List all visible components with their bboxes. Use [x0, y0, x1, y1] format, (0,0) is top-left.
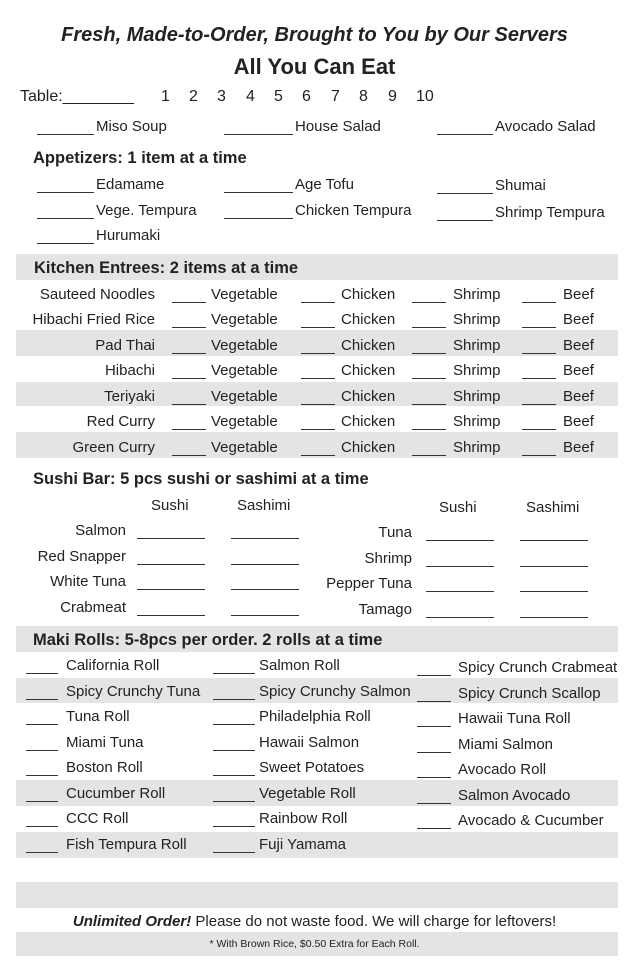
- roll-blank[interactable]: [417, 777, 451, 778]
- write-in-blank[interactable]: [37, 192, 94, 193]
- kitchen-dish: Hibachi: [104, 362, 155, 379]
- sushi-blank[interactable]: [426, 566, 494, 567]
- sushi-item: Shrimp: [364, 550, 412, 567]
- protein-option: Shrimp: [453, 286, 501, 303]
- appetizer-item: Chicken Tempura: [295, 202, 412, 219]
- protein-option: Chicken: [341, 337, 396, 354]
- roll-blank[interactable]: [213, 826, 255, 827]
- roll-blank[interactable]: [213, 750, 255, 751]
- protein-option: Chicken: [341, 413, 396, 430]
- sushi-item: White Tuna: [50, 573, 126, 590]
- protein-option: Beef: [563, 388, 594, 405]
- protein-option: Vegetable: [211, 413, 278, 430]
- kitchen-dish: Pad Thai: [95, 337, 155, 354]
- shade-band: [16, 882, 618, 908]
- sushi-blank[interactable]: [426, 591, 494, 592]
- roll-blank[interactable]: [26, 852, 58, 853]
- maki-roll: Avocado Roll: [458, 761, 547, 778]
- sushi-item: Tamago: [358, 601, 412, 618]
- brown-rice-note: * With Brown Rice, $0.50 Extra for Each Roll.: [209, 938, 420, 950]
- protein-option: Beef: [563, 311, 594, 328]
- sashimi-blank[interactable]: [231, 589, 299, 590]
- maki-roll: Boston Roll: [66, 759, 143, 776]
- protein-option: Vegetable: [211, 337, 278, 354]
- sushi-blank[interactable]: [137, 615, 205, 616]
- table-number[interactable]: 9: [388, 88, 397, 105]
- table-number[interactable]: 4: [246, 88, 255, 105]
- waste-note: Please do not waste food. We will charge for leftovers!: [191, 913, 557, 930]
- write-in-blank[interactable]: [37, 134, 94, 135]
- table-number[interactable]: 10: [416, 88, 434, 105]
- starter-item: Miso Soup: [96, 118, 167, 135]
- roll-blank[interactable]: [26, 826, 58, 827]
- sushi-blank[interactable]: [426, 617, 494, 618]
- kitchen-dish: Hibachi Fried Rice: [32, 311, 155, 328]
- sashimi-col-header-right: Sashimi: [526, 499, 580, 516]
- roll-blank[interactable]: [26, 750, 58, 751]
- sushi-item: Pepper Tuna: [326, 575, 412, 592]
- protein-option: Vegetable: [211, 362, 278, 379]
- roll-blank[interactable]: [417, 803, 451, 804]
- protein-blank[interactable]: [172, 429, 206, 430]
- write-in-blank[interactable]: [37, 243, 94, 244]
- maki-roll: Avocado & Cucumber: [458, 812, 604, 829]
- protein-option: Chicken: [341, 388, 396, 405]
- protein-blank[interactable]: [172, 302, 206, 303]
- protein-option: Chicken: [341, 439, 396, 456]
- protein-blank[interactable]: [412, 378, 446, 379]
- appetizer-item: Hurumaki: [96, 227, 161, 244]
- maki-roll: CCC Roll: [66, 810, 129, 827]
- protein-option: Beef: [563, 413, 594, 430]
- maki-roll: Hawaii Salmon: [259, 734, 360, 751]
- protein-option: Vegetable: [211, 388, 278, 405]
- protein-blank[interactable]: [412, 327, 446, 328]
- maki-roll: Spicy Crunchy Salmon: [259, 683, 411, 700]
- table-number[interactable]: 3: [217, 88, 226, 105]
- protein-option: Shrimp: [453, 413, 501, 430]
- roll-blank[interactable]: [417, 828, 451, 829]
- write-in-blank[interactable]: [224, 218, 293, 219]
- tagline: Fresh, Made-to-Order, Brought to You by Our Servers: [61, 24, 568, 46]
- sushi-blank[interactable]: [137, 538, 205, 539]
- appetizer-item: Shrimp Tempura: [495, 204, 605, 221]
- kitchen-heading: Kitchen Entrees: 2 items at a time: [34, 259, 299, 277]
- appetizers-heading: Appetizers: 1 item at a time: [33, 149, 247, 167]
- write-in-blank[interactable]: [437, 220, 493, 221]
- roll-blank[interactable]: [26, 801, 58, 802]
- roll-blank[interactable]: [213, 801, 255, 802]
- maki-roll: Rainbow Roll: [259, 810, 348, 827]
- protein-blank[interactable]: [301, 404, 335, 405]
- table-number[interactable]: 8: [359, 88, 368, 105]
- appetizer-item: Edamame: [96, 176, 165, 193]
- kitchen-dish: Sauteed Noodles: [39, 286, 155, 303]
- sashimi-blank[interactable]: [520, 591, 588, 592]
- maki-roll: Fuji Yamama: [259, 836, 346, 853]
- protein-blank[interactable]: [522, 353, 556, 354]
- maki-roll: Tuna Roll: [66, 708, 130, 725]
- sashimi-col-header: Sashimi: [237, 497, 291, 514]
- roll-blank[interactable]: [213, 724, 255, 725]
- page-title: All You Can Eat: [233, 54, 396, 79]
- footer-note: [0, 913, 629, 930]
- sushi-col-header-right: Sushi: [439, 499, 477, 516]
- protein-option: Shrimp: [453, 311, 501, 328]
- sushi-item: Crabmeat: [60, 599, 126, 616]
- sashimi-blank[interactable]: [520, 617, 588, 618]
- unlimited-label: Unlimited Order!: [72, 913, 192, 930]
- protein-blank[interactable]: [412, 302, 446, 303]
- table-label: Table:________: [20, 88, 134, 105]
- protein-option: Chicken: [341, 311, 396, 328]
- write-in-blank[interactable]: [224, 134, 293, 135]
- maki-roll: Vegetable Roll: [259, 785, 356, 802]
- roll-blank[interactable]: [417, 675, 451, 676]
- appetizer-item: Shumai: [495, 177, 546, 194]
- roll-blank[interactable]: [26, 775, 58, 776]
- protein-option: Chicken: [341, 286, 396, 303]
- protein-option: Beef: [563, 362, 594, 379]
- sashimi-blank[interactable]: [520, 566, 588, 567]
- maki-roll: Spicy Crunchy Tuna: [66, 683, 201, 700]
- maki-roll: Spicy Crunch Crabmeat: [458, 659, 618, 676]
- roll-blank[interactable]: [26, 699, 58, 700]
- table-number[interactable]: 7: [331, 88, 340, 105]
- protein-blank[interactable]: [412, 404, 446, 405]
- protein-blank[interactable]: [412, 455, 446, 456]
- appetizer-item: Age Tofu: [295, 176, 354, 193]
- sushi-heading: Sushi Bar: 5 pcs sushi or sashimi at a time: [33, 470, 369, 488]
- maki-roll: California Roll: [66, 657, 160, 674]
- protein-blank[interactable]: [172, 327, 206, 328]
- protein-option: Beef: [563, 286, 594, 303]
- maki-roll: Sweet Potatoes: [259, 759, 365, 776]
- protein-blank[interactable]: [522, 302, 556, 303]
- write-in-blank[interactable]: [437, 193, 493, 194]
- protein-option: Beef: [563, 439, 594, 456]
- sashimi-blank[interactable]: [231, 615, 299, 616]
- protein-blank[interactable]: [172, 353, 206, 354]
- protein-blank[interactable]: [301, 302, 335, 303]
- roll-blank[interactable]: [213, 775, 255, 776]
- sushi-blank[interactable]: [137, 564, 205, 565]
- sashimi-blank[interactable]: [231, 538, 299, 539]
- appetizer-item: Vege. Tempura: [96, 202, 197, 219]
- protein-blank[interactable]: [301, 353, 335, 354]
- sushi-item: Tuna: [378, 524, 412, 541]
- sashimi-blank[interactable]: [231, 564, 299, 565]
- table-number[interactable]: 6: [302, 88, 311, 105]
- maki-roll: Cucumber Roll: [66, 785, 166, 802]
- table-number[interactable]: 5: [274, 88, 283, 105]
- protein-blank[interactable]: [172, 378, 206, 379]
- roll-blank[interactable]: [417, 726, 451, 727]
- roll-blank[interactable]: [213, 852, 255, 853]
- kitchen-dish: Red Curry: [86, 413, 155, 430]
- protein-option: Beef: [563, 337, 594, 354]
- kitchen-dish: Teriyaki: [104, 388, 155, 405]
- roll-blank[interactable]: [213, 673, 255, 674]
- maki-roll: Fish Tempura Roll: [66, 836, 187, 853]
- protein-option: Shrimp: [453, 362, 501, 379]
- protein-blank[interactable]: [172, 404, 206, 405]
- protein-option: Vegetable: [211, 286, 278, 303]
- protein-option: Vegetable: [211, 311, 278, 328]
- protein-blank[interactable]: [522, 455, 556, 456]
- roll-blank[interactable]: [417, 752, 451, 753]
- protein-blank[interactable]: [412, 353, 446, 354]
- kitchen-dish: Green Curry: [72, 439, 155, 456]
- table-number[interactable]: 2: [189, 88, 198, 105]
- sushi-item: Salmon: [75, 522, 126, 539]
- maki-roll: Spicy Crunch Scallop: [458, 685, 601, 702]
- roll-blank[interactable]: [26, 724, 58, 725]
- table-number[interactable]: 1: [161, 88, 170, 105]
- write-in-blank[interactable]: [437, 134, 493, 135]
- maki-heading: Maki Rolls: 5-8pcs per order. 2 rolls at a time: [33, 631, 383, 649]
- protein-option: Shrimp: [453, 439, 501, 456]
- sushi-blank[interactable]: [426, 540, 494, 541]
- protein-option: Shrimp: [453, 337, 501, 354]
- sushi-col-header: Sushi: [151, 497, 189, 514]
- protein-blank[interactable]: [301, 327, 335, 328]
- starter-item: House Salad: [295, 118, 381, 135]
- roll-blank[interactable]: [213, 699, 255, 700]
- protein-blank[interactable]: [301, 455, 335, 456]
- sashimi-blank[interactable]: [520, 540, 588, 541]
- write-in-blank[interactable]: [224, 192, 293, 193]
- maki-roll: Hawaii Tuna Roll: [458, 710, 571, 727]
- protein-option: Vegetable: [211, 439, 278, 456]
- sushi-item: Red Snapper: [37, 548, 126, 565]
- write-in-blank[interactable]: [37, 218, 94, 219]
- protein-blank[interactable]: [522, 404, 556, 405]
- protein-option: Chicken: [341, 362, 396, 379]
- protein-blank[interactable]: [522, 378, 556, 379]
- protein-blank[interactable]: [172, 455, 206, 456]
- maki-roll: Philadelphia Roll: [259, 708, 371, 725]
- protein-blank[interactable]: [412, 429, 446, 430]
- sushi-blank[interactable]: [137, 589, 205, 590]
- maki-roll: Miami Salmon: [458, 736, 554, 753]
- maki-roll: Salmon Roll: [259, 657, 340, 674]
- protein-blank[interactable]: [522, 429, 556, 430]
- protein-blank[interactable]: [301, 378, 335, 379]
- protein-option: Shrimp: [453, 388, 501, 405]
- roll-blank[interactable]: [417, 701, 451, 702]
- protein-blank[interactable]: [522, 327, 556, 328]
- starter-item: Avocado Salad: [495, 118, 596, 135]
- protein-blank[interactable]: [301, 429, 335, 430]
- roll-blank[interactable]: [26, 673, 58, 674]
- maki-roll: Miami Tuna: [66, 734, 144, 751]
- maki-roll: Salmon Avocado: [458, 787, 571, 804]
